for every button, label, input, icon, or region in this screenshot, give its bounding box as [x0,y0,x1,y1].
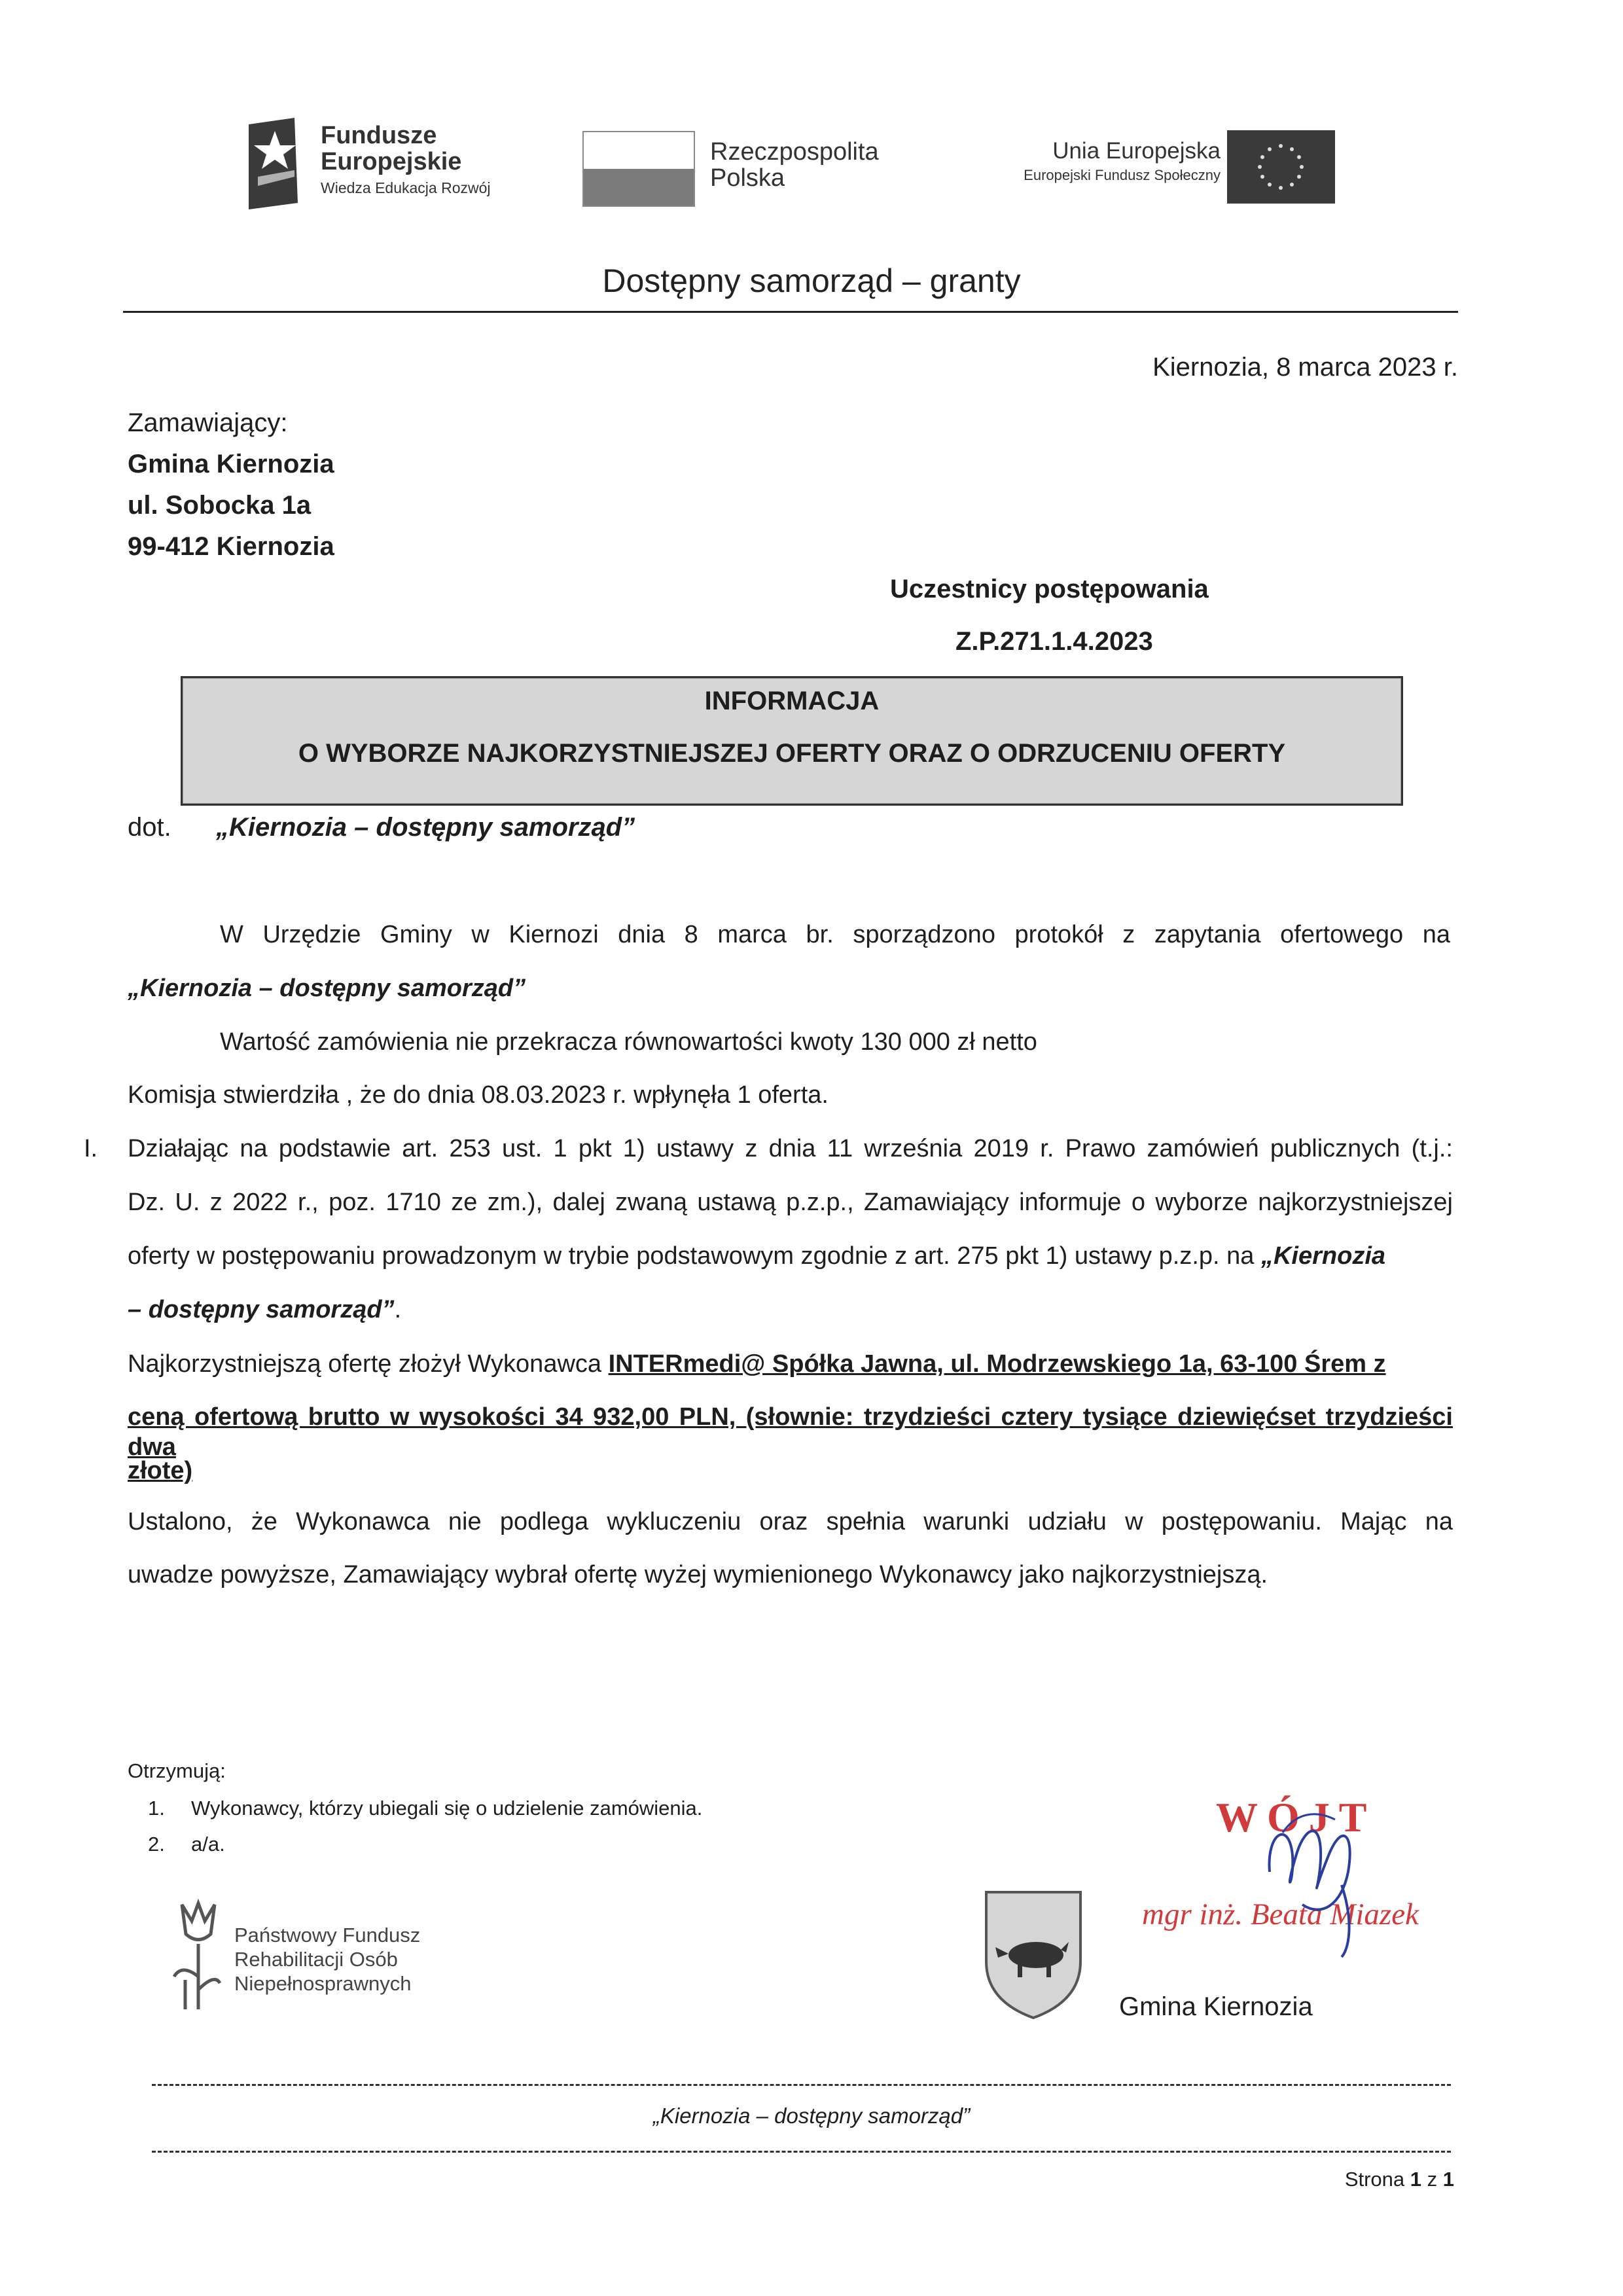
s2-line3: złote) [128,1457,193,1484]
footer-rule-top [152,2084,1451,2086]
s1-line4-end: . [394,1296,402,1323]
page-current: 1 [1410,2168,1422,2191]
coat-of-arms-icon [984,1890,1083,2020]
p1-line2: „Kiernozia – dostępny samorząd” [128,975,526,1002]
s2-line1 [128,1350,1386,1380]
page-total: 1 [1442,2168,1454,2191]
header-title: Dostępny samorząd – granty [602,262,1021,299]
stamp-name: mgr inż. Beata Miazek [1142,1897,1419,1931]
s1-line3 [128,1242,1456,1272]
dot-label: dot. [128,813,171,842]
p2: Wartość zamówienia nie przekracza równowartości kwoty 130 000 zł netto [220,1028,1037,1056]
roman-numeral: I. [84,1135,98,1162]
footer-rule-bottom [152,2151,1451,2153]
orderer-street: ul. Sobocka 1a [128,491,312,520]
pfron-line3: Niepełnosprawnych [234,1972,412,1996]
fe-line2: Europejskie [321,147,462,175]
case-number: Z.P.271.1.4.2023 [955,627,1153,656]
rp-line1: Rzeczpospolita [710,138,879,166]
s3-line2: uwadze powyższe, Zamawiający wybrał ofertę wyżej wymienionego Wykonawcy jako najkorzystniejszą. [128,1561,1268,1588]
recipients-label: Otrzymują: [128,1759,226,1782]
s1-line4 [128,1295,401,1325]
s1-line2: Dz. U. z 2022 r., poz. 1710 ze zm.), dalej zwaną ustawą p.z.p., Zamawiający informuje o wyborze najkorzystniejszej [128,1189,1453,1216]
tulip-icon [169,1898,221,2016]
pfron-line1: Państwowy Fundusz [234,1924,421,1946]
rzeczpospolita-logo [576,128,916,206]
date-line: Kiernozia, 8 marca 2023 r. [1152,353,1458,382]
orderer-city: 99-412 Kiernozia [128,532,334,561]
polish-flag-icon [582,131,695,207]
ue-line1: Unia Europejska [1052,138,1221,164]
rp-line2: Polska [710,164,785,192]
pfron-line2: Rehabilitacji Osób [234,1948,398,1971]
s1-line1: Działając na podstawie art. 253 ust. 1 pkt 1) ustawy z dnia 11 września 2019 r. Prawo zamówień publicznych (t.j.: [128,1135,1453,1162]
stamp-title: WÓJT [1216,1794,1376,1840]
p1-line1: W Urzędzie Gminy w Kiernozi dnia 8 marca br. sporządzono protokół z zapytania ofertowego na [220,921,1450,948]
dot-value: „Kiernozia – dostępny samorząd” [216,813,635,842]
s1-line4-text: – dostępny samorząd” [128,1296,395,1323]
recipient-item-1-text: Wykonawcy, którzy ubiegali się o udzielenie zamówienia. [191,1797,703,1820]
footer-project: „Kiernozia – dostępny samorząd” [652,2104,971,2128]
recipients-top: Uczestnicy postępowania [890,575,1209,603]
s1-line3-b: „Kiernozia [1260,1242,1386,1270]
info-box [181,676,1403,806]
header-rule [123,311,1458,313]
pfron-logo [169,1898,470,2016]
s2-line1-b: INTERmedi@ Spółka Jawna, ul. Modrzewskiego 1a, 63-100 Śrem z [608,1350,1386,1378]
fe-line1: Fundusze [321,122,437,149]
fe-line3: Wiedza Edukacja Rozwój [321,179,491,196]
recipient-item-1-num: 1. [148,1797,165,1820]
gmina-label: Gmina Kiernozia [1119,1992,1313,2021]
s2-line1-a: Najkorzystniejszą ofertę złożył Wykonawca [128,1350,609,1378]
ue-line2: Europejski Fundusz Społeczny [1024,167,1221,183]
info-subtitle: O WYBORZE NAJKORZYSTNIEJSZEJ OFERTY ORAZ O ODRZUCENIU OFERTY [298,739,1286,768]
recipient-item-2-text: a/a. [191,1833,225,1856]
signature-icon [1243,1793,1427,1964]
fe-star-icon [249,118,314,209]
fundusze-europejskie-logo [249,118,537,209]
info-title: INFORMACJA [704,687,880,715]
s1-line3-a: oferty w postępowaniu prowadzonym w trybie podstawowym zgodnie z art. 275 pkt 1) ustawy p.z.p. na [128,1242,1261,1270]
p3: Komisja stwierdziła , że do dnia 08.03.2023 r. wpłynęła 1 oferta. [128,1081,829,1109]
orderer-label: Zamawiający: [128,408,288,437]
recipient-item-2-num: 2. [148,1833,165,1856]
page-label: Strona [1344,2168,1410,2191]
eu-flag-icon [1227,130,1335,204]
s2-line2: ceną ofertową brutto w wysokości 34 932,00 PLN, (słownie: trzydzieści cztery tysiące dziewięćset trzydzieści dwa [128,1403,1453,1461]
unia-europejska-logo [942,128,1335,206]
s3-line1: Ustalono, że Wykonawca nie podlega wykluczeniu oraz spełnia warunki udziału w postępowaniu. Mając na [128,1508,1453,1535]
page-of: z [1421,2168,1443,2191]
orderer-name: Gmina Kiernozia [128,450,334,478]
page-number [1345,2168,1454,2191]
